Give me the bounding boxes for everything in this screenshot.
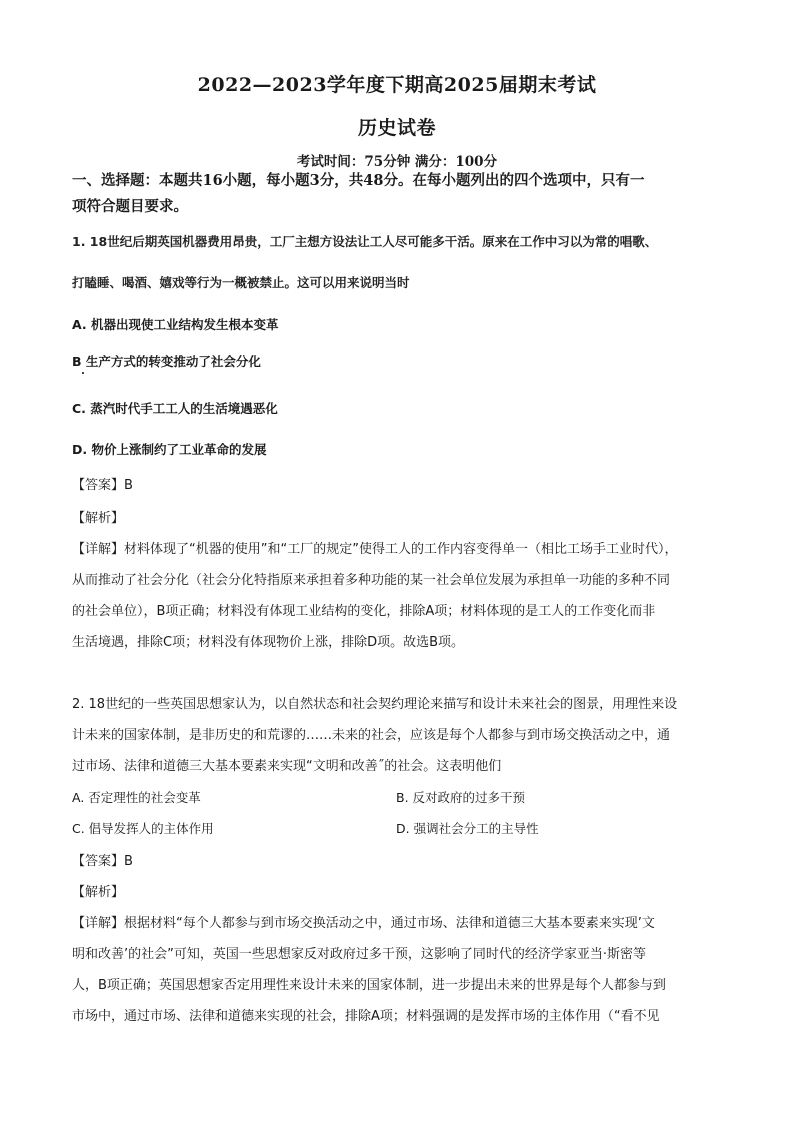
q2-option-c: C. 倡导发挥人的主体作用: [72, 821, 214, 836]
q1-analysis-label: 【解析】: [72, 511, 125, 526]
q2-answer: 【答案】B: [72, 854, 133, 869]
q2-option-a: A. 否定理性的社会变革: [72, 790, 201, 805]
q2-detail-line-4: 市场中，通过市场、法律和道德来实现的社会，排除A项；材料强调的是发挥市场的主体作用（“看不见: [72, 1009, 660, 1024]
q1-detail-line-2: 从而推动了社会分化（社会分化特指原来承担着多种功能的某一社会单位发展为承担单一功能的多种不同: [72, 573, 671, 588]
q2-option-b: B. 反对政府的过多干预: [396, 790, 526, 805]
q1-option-c: C. 蒸汽时代手工工人的生活境遇恶化: [72, 401, 278, 416]
q1-option-a: A. 机器出现使工业结构发生根本变革: [72, 317, 279, 332]
exam-meta: 考试时间：75分钟 满分：100分: [296, 154, 498, 170]
q2-stem-line-3: 过市场、法律和道德三大基本要素来实现“文明和改善˝的社会。这表明他们: [72, 759, 502, 774]
exam-title: 2022—2023学年度下期高2025届期末考试: [197, 74, 597, 96]
q2-detail-line-3: 人，B项正确；英国思想家否定用理性来设计未来的国家体制，进一步提出未来的世界是每个人都参与到: [72, 978, 666, 993]
q1-detail-line-3: 的社会单位），B项正确；材料没有体现工业结构的变化，排除A项；材料体现的是工人的工作变化而非: [72, 604, 656, 619]
q1-option-d: D. 物价上涨制约了工业革命的发展: [72, 442, 267, 457]
q1-detail-line-1: 【详解】材料体现了“机器的使用”和“工厂的规定”使得工人的工作内容变得单一（相比工场手工业时代），: [72, 542, 678, 557]
section-heading-line-2: 项符合题目要求。: [72, 198, 188, 215]
q1-stem-line-1: 1. 18世纪后期英国机器费用昂贵，工厂主想方设法让工人尽可能多干活。原来在工作中习以为常的唱歌、: [72, 234, 658, 249]
q1-option-b: B 生产方式的转变推动了社会分化: [72, 354, 261, 369]
q2-analysis-label: 【解析】: [72, 885, 125, 900]
q1-answer: 【答案】B: [72, 478, 133, 493]
q2-detail-line-1: 【详解】根据材料“每个人都参与到市场交换活动之中，通过市场、法律和道德三大基本要素来实现’文: [72, 916, 655, 931]
q1-detail-line-4: 生活境遇，排除C项；材料没有体现物价上涨，排除D项。故选B项。: [72, 635, 465, 650]
q1-stem-line-2: 打瞌睡、喝酒、嬉戏等行为一概被禁止。这可以用来说明当时: [72, 275, 410, 290]
stray-dot: [82, 372, 84, 374]
q2-option-d: D. 强调社会分工的主导性: [396, 821, 539, 836]
q2-detail-line-2: 明和改善’的社会”可知，英国一些思想家反对政府过多干预，这影响了同时代的经济学家亚当·斯密等: [72, 947, 647, 962]
section-heading-line-1: 一、选择题：本题共16小题，每小题3分，共48分。在每小题列出的四个选项中，只有一: [72, 172, 645, 189]
exam-subtitle: 历史试卷: [357, 117, 436, 139]
q2-stem-line-1: 2. 18世纪的一些英国思想家认为，以自然状态和社会契约理论来描写和设计未来社会的图景，用理性来设: [72, 697, 678, 712]
q2-stem-line-2: 计未来的国家体制，是非历史的和荒谬的……未来的社会，应该是每个人都参与到市场交换活动之中，通: [72, 728, 671, 743]
